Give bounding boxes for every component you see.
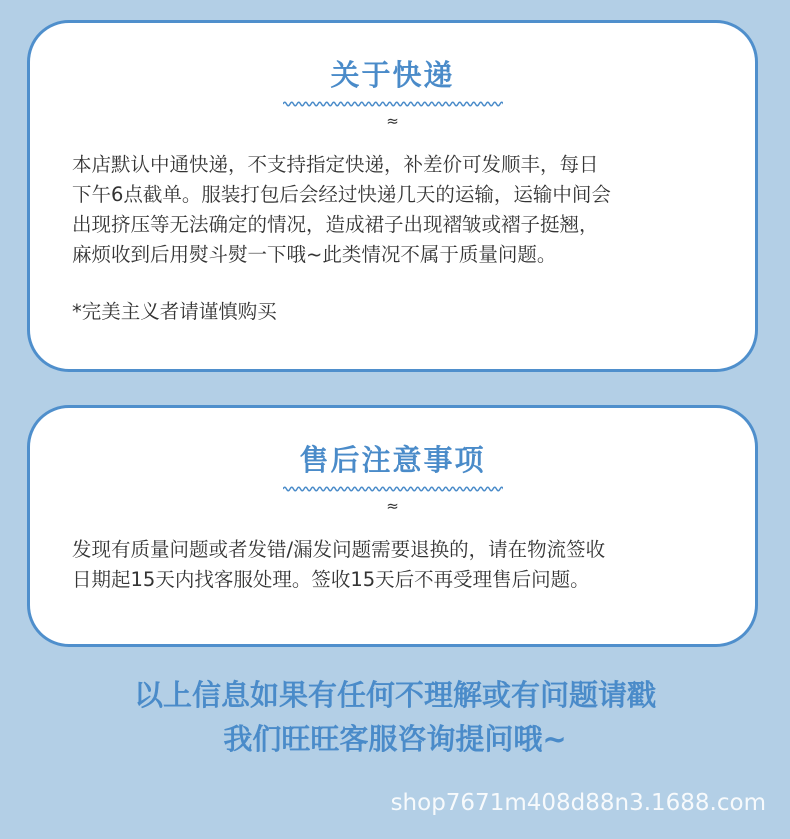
aftersale-line: 发现有质量问题或者发错/漏发问题需要退换的，请在物流签收 — [72, 538, 606, 561]
express-line: 出现挤压等无法确定的情况，造成裙子出现褶皱或褶子挺翘， — [72, 213, 599, 236]
aftersale-info-card — [27, 405, 758, 647]
footer-message-line-1: 以上信息如果有任何不理解或有问题请戳 — [133, 678, 656, 712]
express-description — [72, 150, 727, 270]
approx-mark: ≈ — [386, 112, 399, 130]
shop-watermark: shop7671m408d88n3.1688.com — [390, 790, 766, 816]
approx-mark: ≈ — [386, 497, 399, 515]
express-info-card — [27, 20, 758, 372]
aftersale-description — [72, 535, 727, 595]
aftersale-title: 售后注意事项 — [299, 443, 486, 477]
express-title: 关于快递 — [330, 58, 455, 92]
express-line: 下午6点截单。服装打包后会经过快递几天的运输，运输中间会 — [72, 183, 611, 206]
wavy-line-icon — [283, 99, 503, 109]
aftersale-line: 日期起15天内找客服处理。签收15天后不再受理售后问题。 — [72, 568, 590, 591]
express-line: 麻烦收到后用熨斗熨一下哦~此类情况不属于质量问题。 — [72, 243, 557, 266]
wavy-line-icon — [283, 484, 503, 494]
footer-message-line-2: 我们旺旺客服咨询提问哦~ — [223, 722, 567, 756]
perfectionist-note: *完美主义者请谨慎购买 — [72, 300, 277, 323]
express-line: 本店默认中通快递，不支持指定快递，补差价可发顺丰，每日 — [72, 153, 599, 176]
